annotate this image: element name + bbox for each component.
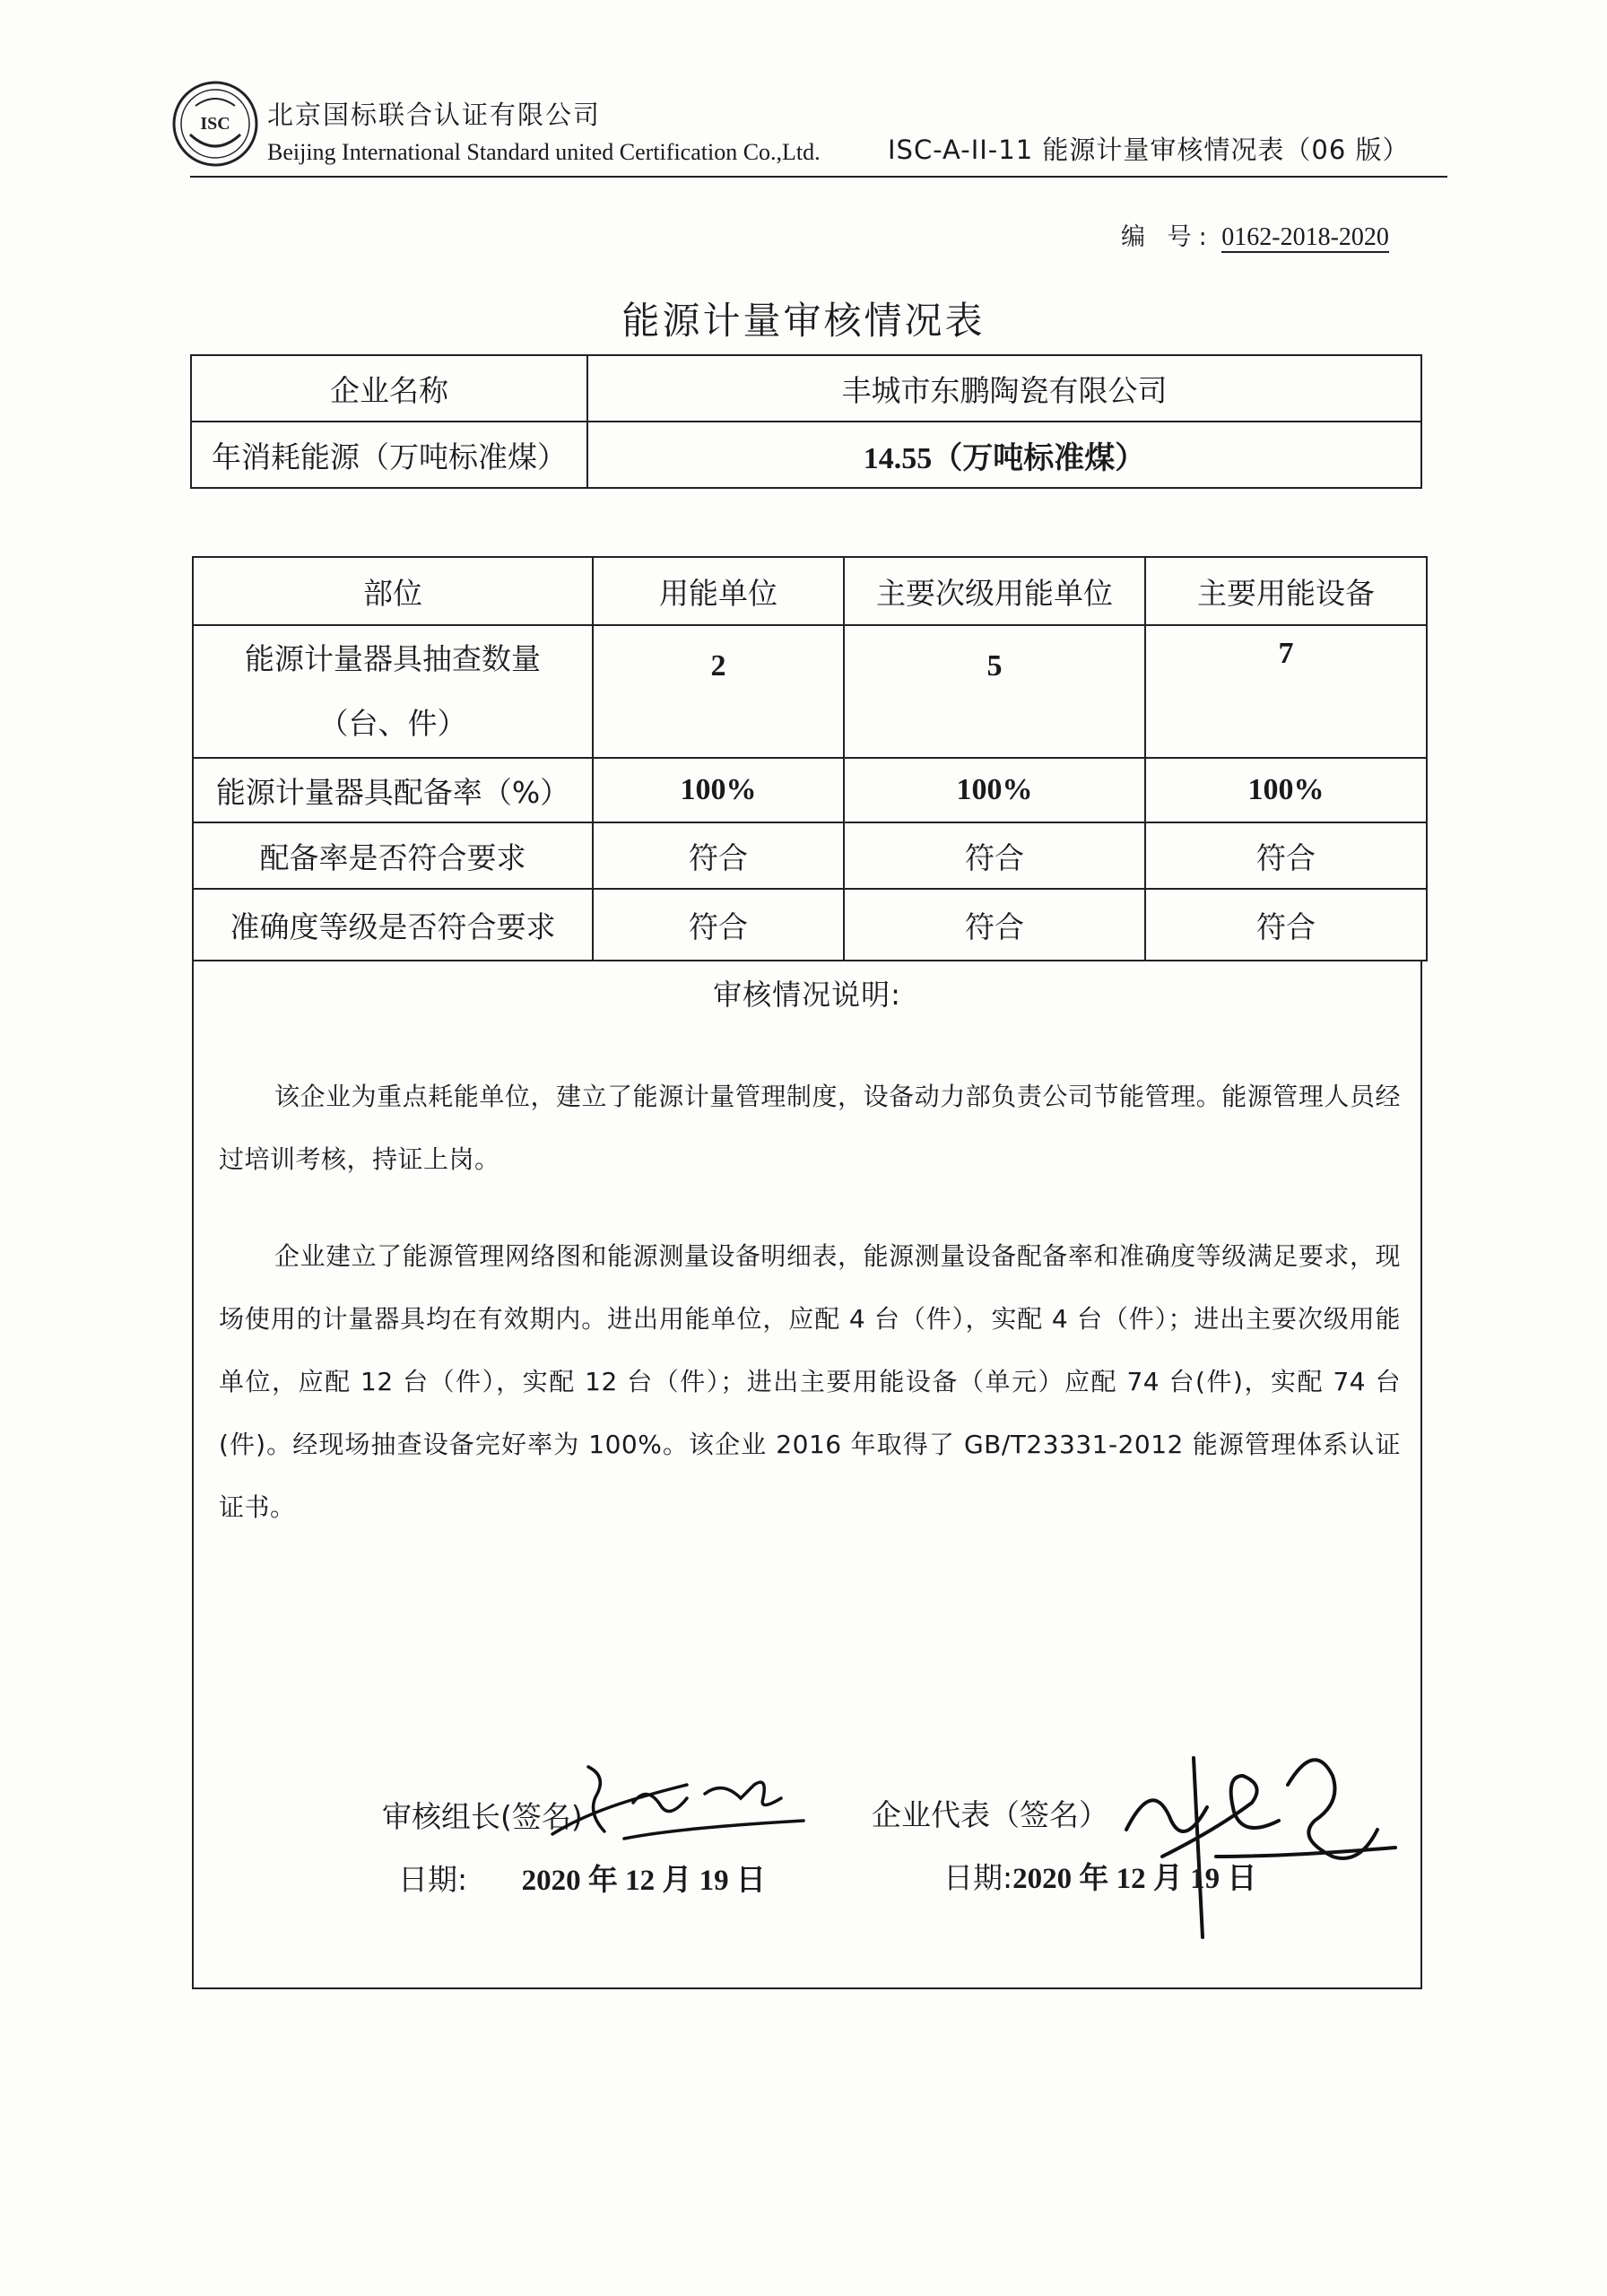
table-cell: 符合	[1145, 889, 1427, 961]
rep-signature-label: 企业代表（签名）	[872, 1797, 1108, 1832]
logo-text: ISC	[200, 114, 230, 134]
company-info-table	[190, 354, 1422, 489]
row-label: 能源计量器具配备率（%）	[193, 758, 593, 822]
company-name-value: 丰城市东鹏陶瓷有限公司	[587, 355, 1421, 422]
table-cell: 符合	[844, 822, 1145, 889]
company-name-label: 企业名称	[191, 355, 587, 422]
explanation-title: 审核情况说明:	[713, 978, 901, 1012]
table-cell: 7	[1145, 625, 1427, 758]
serial-label: 编 号:	[1121, 223, 1214, 251]
row-label: 配备率是否符合要求	[193, 822, 593, 889]
page-title: 能源计量审核情况表	[621, 299, 986, 343]
table-cell: 符合	[1145, 822, 1427, 889]
table-cell: 符合	[593, 822, 844, 889]
explanation-box	[192, 960, 1422, 1989]
table-row	[193, 889, 1427, 961]
serial-number	[1121, 217, 1389, 252]
table-row	[191, 355, 1421, 422]
row-label	[193, 625, 593, 758]
column-header: 部位	[193, 557, 593, 625]
table-row	[191, 422, 1421, 488]
row-label: 准确度等级是否符合要求	[193, 889, 593, 961]
table-cell: 2	[593, 625, 844, 758]
explanation-paragraph: 该企业为重点耗能单位，建立了能源计量管理制度，设备动力部负责公司节能管理。能源管理人员经过培训考核，持证上岗。	[219, 1082, 1401, 1174]
column-header: 主要次级用能单位	[844, 557, 1145, 625]
row-label-line: 能源计量器具抽查数量	[245, 641, 541, 676]
explanation-paragraph: 企业建立了能源管理网络图和能源测量设备明细表，能源测量设备配备率和准确度等级满足要求，现场使用的计量器具均在有效期内。进出用能单位，应配 4 台（件），实配 4 台（件）；进出主要次级用能单位，应配 12 台（件），实配 12 台（件）；进出主要用能设备（单元）应配 74 台(件)，实配 74 台(件)。经现场抽查设备完好率为 100%。该企业 2016 年取得了 GB/T23331-2012 能源管理体系认证证书。	[219, 1241, 1401, 1522]
org-name-cn: 北京国标联合认证有限公司	[267, 100, 602, 130]
table-cell: 符合	[844, 889, 1145, 961]
table-cell: 符合	[593, 889, 844, 961]
company-logo-icon	[170, 79, 260, 169]
table-row	[193, 822, 1427, 889]
energy-consumption-label: 年消耗能源（万吨标准煤）	[191, 422, 587, 488]
table-row	[193, 625, 1427, 758]
rep-date	[943, 1855, 1256, 1897]
table-row	[193, 758, 1427, 822]
metering-table	[192, 556, 1428, 961]
auditor-date-value: 2020 年 12 月 19 日	[521, 1865, 766, 1897]
rep-date-label: 日期:	[943, 1860, 1013, 1895]
row-label-line: （台、件）	[318, 706, 467, 741]
table-cell: 100%	[593, 758, 844, 822]
header-divider	[190, 176, 1447, 178]
form-code: ISC-A-II-11 能源计量审核情况表（06 版）	[888, 135, 1410, 165]
org-name-en: Beijing International Standard united Certification Co.,Ltd.	[267, 139, 821, 165]
auditor-date	[398, 1857, 766, 1899]
table-cell: 100%	[1145, 758, 1427, 822]
auditor-signature-label: 审核组长(签名)	[382, 1799, 583, 1834]
rep-date-value: 2020 年 12 月 19 日	[1012, 1863, 1257, 1895]
column-header: 主要用能设备	[1145, 557, 1427, 625]
table-cell: 100%	[844, 758, 1145, 822]
table-cell: 5	[844, 625, 1145, 758]
rep-signature-icon	[1108, 1722, 1404, 1982]
column-header: 用能单位	[593, 557, 844, 625]
serial-value: 0162-2018-2020	[1221, 223, 1389, 251]
table-header-row	[193, 557, 1427, 625]
energy-consumption-value: 14.55（万吨标准煤）	[587, 422, 1421, 488]
auditor-date-label: 日期:	[398, 1862, 468, 1897]
